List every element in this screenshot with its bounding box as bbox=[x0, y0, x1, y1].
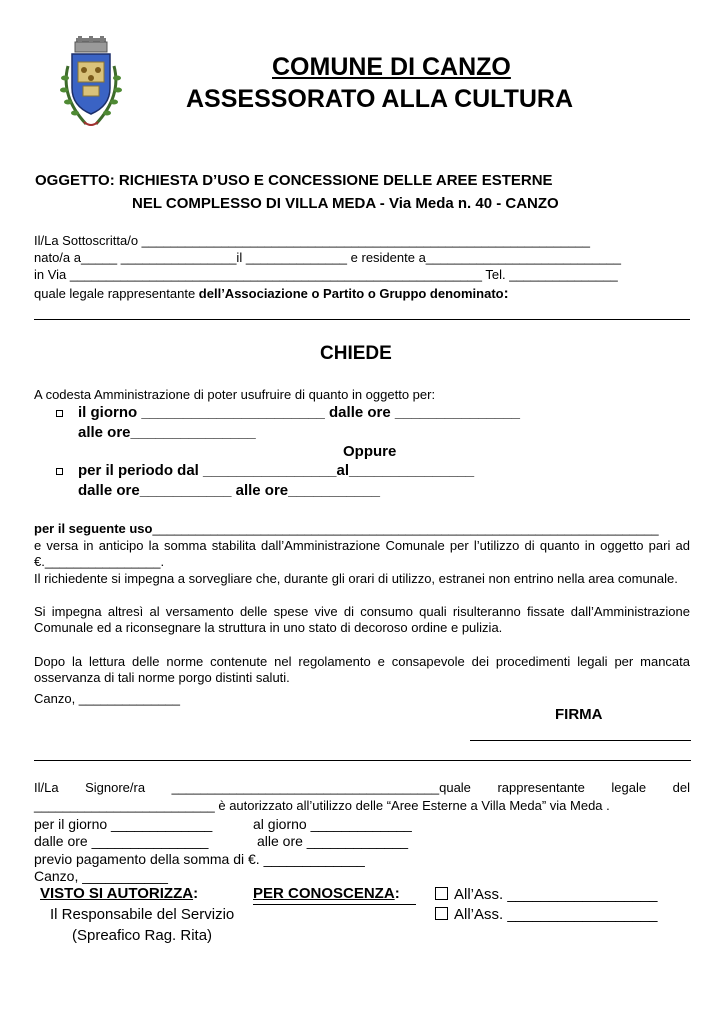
conoscenza-colon: : bbox=[394, 885, 400, 902]
responsible-title: Il Responsabile del Servizio bbox=[50, 906, 235, 923]
page-subtitle: ASSESSORATO ALLA CULTURA bbox=[186, 85, 574, 113]
legal-rep-colon: : bbox=[503, 285, 509, 302]
request-intro: A codesta Amministrazione di poter usufruire di quanto in oggetto per: bbox=[34, 387, 436, 402]
legal-representative-line bbox=[34, 286, 509, 301]
responsible-name: (Spreafico Rag. Rita) bbox=[72, 927, 213, 944]
closing-paragraph: Dopo la lettura delle norme contenute nel regolamento e consapevole dei procedimenti legali per mancata osservanza di tali norme porgo distinti saluti. bbox=[34, 654, 690, 685]
section-divider bbox=[34, 760, 691, 761]
option-2-time-field[interactable]: dalle ore___________ alle ore___________ bbox=[78, 482, 380, 499]
payment-paragraph: e versa in anticipo la somma stabilita dall’Amministrazione Comunale per l’utilizzo di quanto in oggetto pari ad €.________________. bbox=[34, 538, 690, 569]
applicant-birth-field[interactable]: nato/a a_____ ________________il ______________ e residente a___________________________ bbox=[34, 250, 622, 265]
conoscenza-underline bbox=[253, 904, 416, 905]
office-2-label: All’Ass. __________________ bbox=[454, 906, 658, 923]
use-label: per il seguente uso bbox=[34, 521, 153, 536]
office-1-field[interactable] bbox=[435, 885, 658, 904]
auth-day-field[interactable]: per il giorno _____________ bbox=[34, 816, 213, 832]
visto-colon: : bbox=[193, 885, 199, 902]
auth-hours-field[interactable]: dalle ore _______________ bbox=[34, 833, 209, 849]
coat-of-arms-logo bbox=[56, 36, 126, 132]
auth-hours2-field[interactable]: alle ore _____________ bbox=[257, 833, 409, 849]
office-2-field[interactable] bbox=[435, 905, 658, 924]
auth-day2-field[interactable]: al giorno _____________ bbox=[253, 816, 412, 832]
signature-line[interactable] bbox=[470, 740, 691, 741]
or-label: Oppure bbox=[343, 443, 397, 460]
use-field[interactable] bbox=[34, 521, 659, 536]
legal-rep-prefix: quale legale rappresentante bbox=[34, 286, 199, 301]
conoscenza-label bbox=[253, 884, 400, 903]
authorization-paragraph: Il/La Signore/ra _____________________________________quale rappresentante legale del _________________________ è autorizzato all’utilizzo delle “Aree Esterne a Villa Meda” via Meda . bbox=[34, 780, 690, 813]
legal-rep-bold: dell’Associazione o Partito o Gruppo denominato bbox=[198, 286, 504, 301]
option-2-checkbox[interactable] bbox=[56, 468, 63, 475]
applicant-name-field[interactable]: Il/La Sottoscritta/o ______________________________________________________________ bbox=[34, 233, 590, 248]
option-1-time-field[interactable]: alle ore_______________ bbox=[78, 424, 256, 441]
place-date-field[interactable]: Canzo, ______________ bbox=[34, 691, 181, 706]
option-1-checkbox[interactable] bbox=[56, 410, 63, 417]
signature-label: FIRMA bbox=[555, 706, 603, 723]
conoscenza-text: PER CONOSCENZA bbox=[253, 885, 395, 902]
organization-name-line[interactable] bbox=[34, 319, 690, 320]
subject-line-1: OGGETTO: RICHIESTA D’USO E CONCESSIONE DELLE AREE ESTERNE bbox=[35, 172, 553, 189]
request-heading: CHIEDE bbox=[320, 343, 392, 364]
supervision-paragraph: Il richiedente si impegna a sorvegliare che, durante gli orari di utilizzo, estranei non entrino nella area comunale. bbox=[34, 571, 678, 586]
office-1-checkbox[interactable] bbox=[435, 887, 448, 900]
option-2-period-field[interactable]: per il periodo dal ________________al_______________ bbox=[78, 462, 475, 479]
auth-place-date-field[interactable]: Canzo, ___________ bbox=[34, 868, 168, 884]
visto-text: VISTO SI AUTORIZZA bbox=[40, 885, 194, 902]
use-blank: ______________________________________________________________________ bbox=[152, 521, 659, 536]
applicant-address-field[interactable]: in Via _________________________________________________________ Tel. _______________ bbox=[34, 267, 618, 282]
office-2-checkbox[interactable] bbox=[435, 907, 448, 920]
office-1-label: All’Ass. __________________ bbox=[454, 886, 658, 903]
option-1-day-field[interactable]: il giorno ______________________ dalle ore _______________ bbox=[78, 404, 521, 421]
visto-label bbox=[40, 884, 198, 903]
page-title: COMUNE DI CANZO bbox=[272, 53, 511, 81]
auth-payment-field[interactable]: previo pagamento della somma di €. _____________ bbox=[34, 851, 365, 867]
expenses-paragraph: Si impegna altresì al versamento delle spese vive di consumo quali risulteranno fissate dall’Amministrazione Comunale ed a riconsegnare la struttura in uno stato di decoroso ordine e pulizia. bbox=[34, 604, 690, 635]
subject-line-2: NEL COMPLESSO DI VILLA MEDA - Via Meda n. 40 - CANZO bbox=[132, 195, 559, 212]
